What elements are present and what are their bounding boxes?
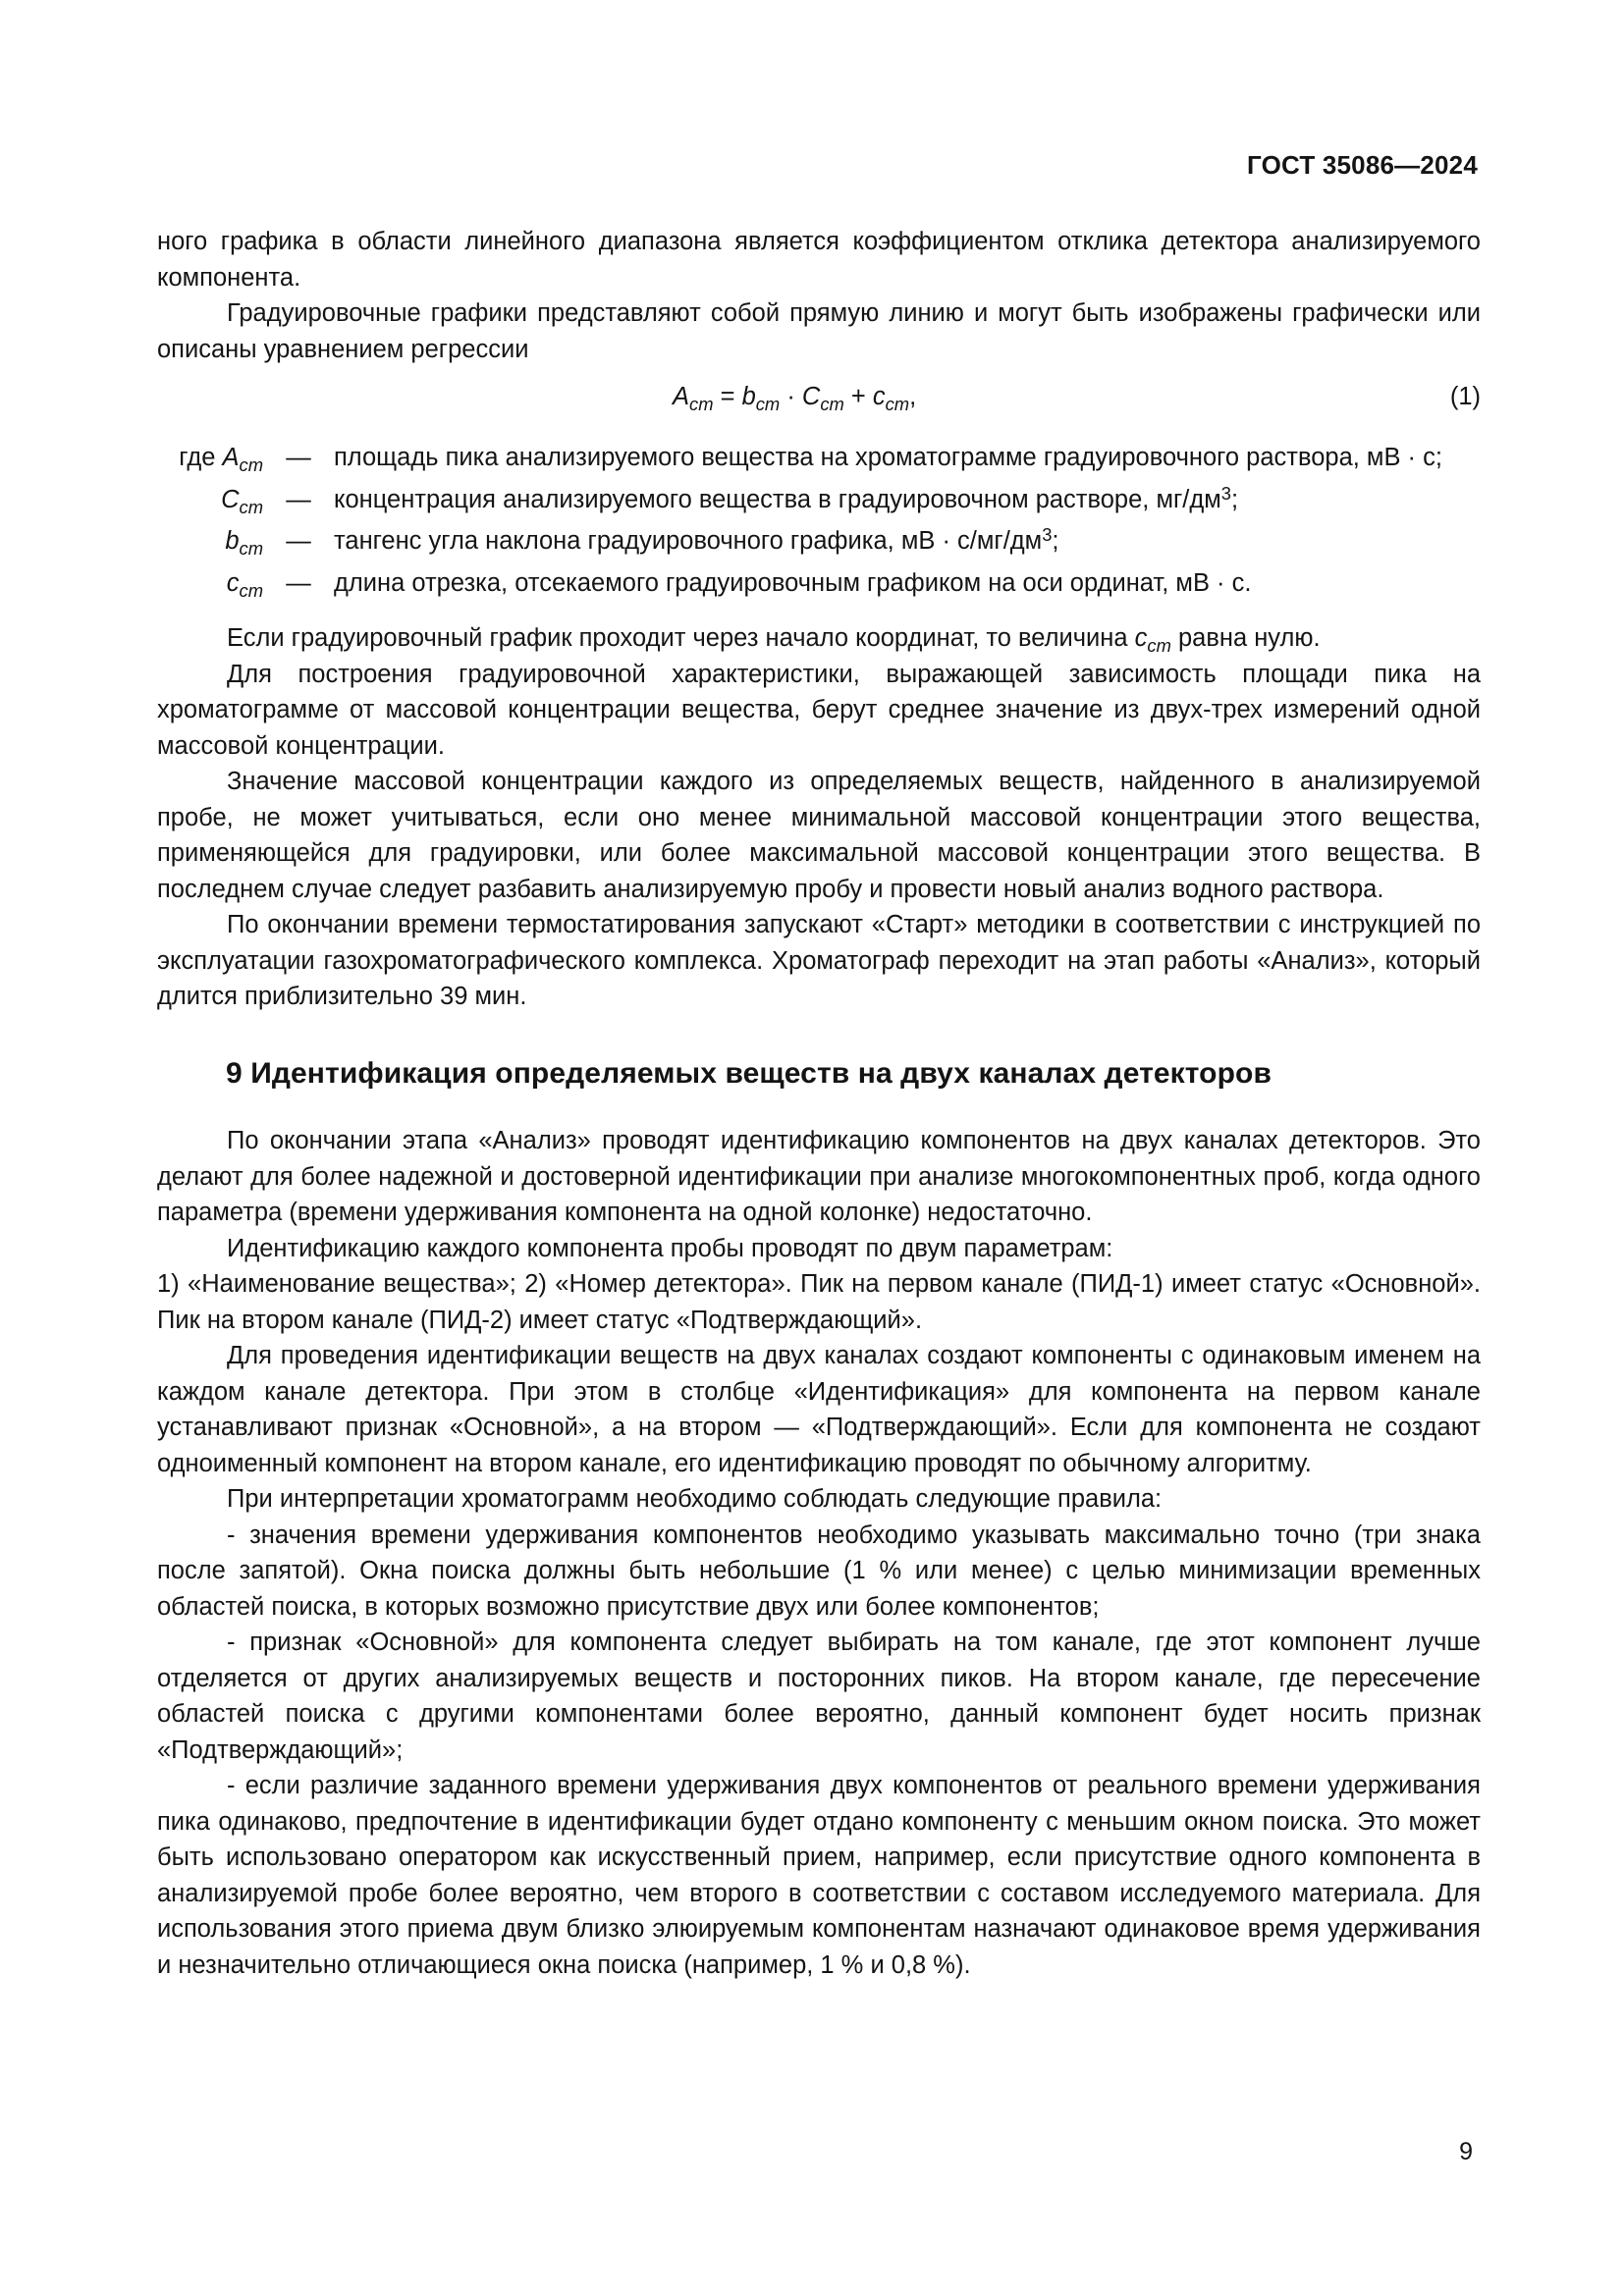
list-item: - если различие заданного времени удерживания двух компонентов от реального времени удерживания пика одинаково, предпочтение в идентификации будет отдано компоненту с меньшим окном поиска. Это может быть использовано оператором как искусственный прием, например, если присутствие одного компонента в анализируемой пробе более вероятно, чем второго в соответствии с составом исследуемого материала. Для использования этого приема двум близко элюируемым компонентам назначают одинаковое время удерживания и незначительно отличающиеся окна поиска (например, 1 % и 0,8 %).: [157, 1772, 1481, 1979]
definition-row: [157, 565, 1481, 602]
formula-operator: ,: [909, 383, 917, 410]
paragraph: Градуировочные графики представляют собой прямую линию и могут быть изображены графически или описаны уравнением регрессии: [157, 299, 1481, 363]
document-id: ГОСТ 35086—2024: [1247, 150, 1478, 180]
definition-symbol: где $A_{cm}$: [179, 444, 263, 475]
paragraph: Для проведения идентификации веществ на двух каналах создают компоненты с одинаковым именем на каждом канале детектора. При этом в столбце «Идентификация» для компонента на первом канале устанавливают признак «Основной», а на втором — «Подтверждающий». Если для компонента не создают одноименный компонент на втором канале, его идентификацию проводят по обычному алгоритму.: [157, 1342, 1481, 1477]
definition-dash: —: [286, 568, 311, 597]
paragraph: ного графика в области линейного диапазона является коэффициентом отклика детектора анализируемого компонента.: [157, 228, 1481, 292]
definition-text: тангенс угла наклона градуировочного графика, мВ · $с/мг/дм^3$;: [334, 523, 1059, 555]
definition-dash: —: [286, 527, 311, 555]
formula-symbol: c: [872, 383, 886, 410]
paragraph: По окончании этапа «Анализ» проводят идентификацию компонентов на двух каналах детекторов. Это делают для более надежной и достоверной идентификации при анализе многокомпонентных проб, когда одного параметра (времени удерживания компонента на одной колонке) недостаточно.: [157, 1127, 1481, 1226]
formula-operator: ·: [780, 383, 802, 410]
list-item: - значения времени удерживания компонентов необходимо указывать максимально точно (три знака после запятой). Окна поиска должны быть небольшие (1 % или менее) с целью минимизации временных областей поиска, в которых возможно присутствие двух или более компонентов;: [157, 1521, 1481, 1621]
definition-row: [157, 482, 1481, 518]
formula-symbol: b: [741, 383, 756, 410]
paragraph: Идентификацию каждого компонента пробы проводят по двум параметрам:: [227, 1234, 1113, 1262]
definition-text: площадь пика анализируемого вещества на хроматограмме градуировочного раствора, мВ · с;: [334, 444, 1442, 471]
paragraph: 1) «Наименование вещества»; 2) «Номер детектора». Пик на первом канале (ПИД-1) имеет статус «Основной». Пик на втором канале (ПИД-2) имеет статус «Подтверждающий».: [157, 1270, 1481, 1334]
formula-subscript: cm: [689, 393, 714, 414]
definition-text: концентрация анализируемого вещества в градуировочном растворе, $мг/дм^3$;: [334, 482, 1239, 513]
formula-subscript: cm: [755, 393, 781, 414]
definition-text: длина отрезка, отсекаемого градуировочным графиком на оси ординат, мВ · с.: [334, 568, 1252, 597]
paragraph: Для построения градуировочной характеристики, выражающей зависимость площади пика на хроматограмме от массовой концентрации вещества, берут среднее значение из двух-трех измерений одной массовой концентрации.: [157, 660, 1481, 760]
formula-subscript: cm: [885, 393, 910, 414]
paragraph: При интерпретации хроматограмм необходимо соблюдать следующие правила:: [227, 1485, 1163, 1513]
section-heading: 9 Идентификация определяемых веществ на двух каналах детекторов: [226, 1056, 1272, 1090]
definition-dash: —: [286, 444, 311, 471]
paragraph: Значение массовой концентрации каждого из определяемых веществ, найденного в анализируемой пробе, не может учитываться, если оно менее минимальной массовой концентрации этого вещества, применяющейся для градуировки, или более максимальной массовой концентрации этого вещества. В последнем случае следует разбавить анализируемую пробу и провести новый анализ водного раствора.: [157, 768, 1481, 903]
definition-symbol: $c_{cm}$: [226, 568, 263, 601]
formula-subscript: cm: [820, 393, 844, 414]
formula-expression: [673, 379, 916, 415]
definition-symbol: $b_{cm}$: [225, 527, 263, 559]
definition-symbol: $C_{cm}$: [221, 485, 263, 517]
paragraph: Если градуировочный график проходит через начало координат, то величина $c_{cm}$ равна нулю.: [227, 624, 1321, 656]
formula-number: (1): [1449, 383, 1481, 410]
page-content: [157, 224, 1481, 1983]
page-number: 9: [1459, 2138, 1473, 2165]
formula-operator: =: [713, 383, 742, 410]
list-item: - признак «Основной» для компонента следует выбирать на том канале, где этот компонент лучше отделяется от других анализируемых веществ и посторонних пиков. На втором канале, где пересечение областей поиска с другими компонентами более вероятно, данный компонент будет носить признак «Подтверждающий»;: [157, 1629, 1481, 1764]
formula-operator: +: [843, 383, 873, 410]
formula-symbol: A: [673, 383, 690, 410]
paragraph: По окончании времени термостатирования запускают «Старт» методики в соответствии с инструкцией по эксплуатации газохроматографического комплекса. Хроматограф переходит на этап работы «Анализ», который длится приблизительно 39 мин.: [157, 911, 1481, 1010]
definition-dash: —: [286, 485, 311, 513]
definition-row: [157, 440, 1481, 476]
definitions-list: [157, 440, 1481, 601]
regression-formula: [157, 379, 1481, 414]
definition-row: [157, 523, 1481, 560]
formula-symbol: C: [801, 383, 821, 410]
